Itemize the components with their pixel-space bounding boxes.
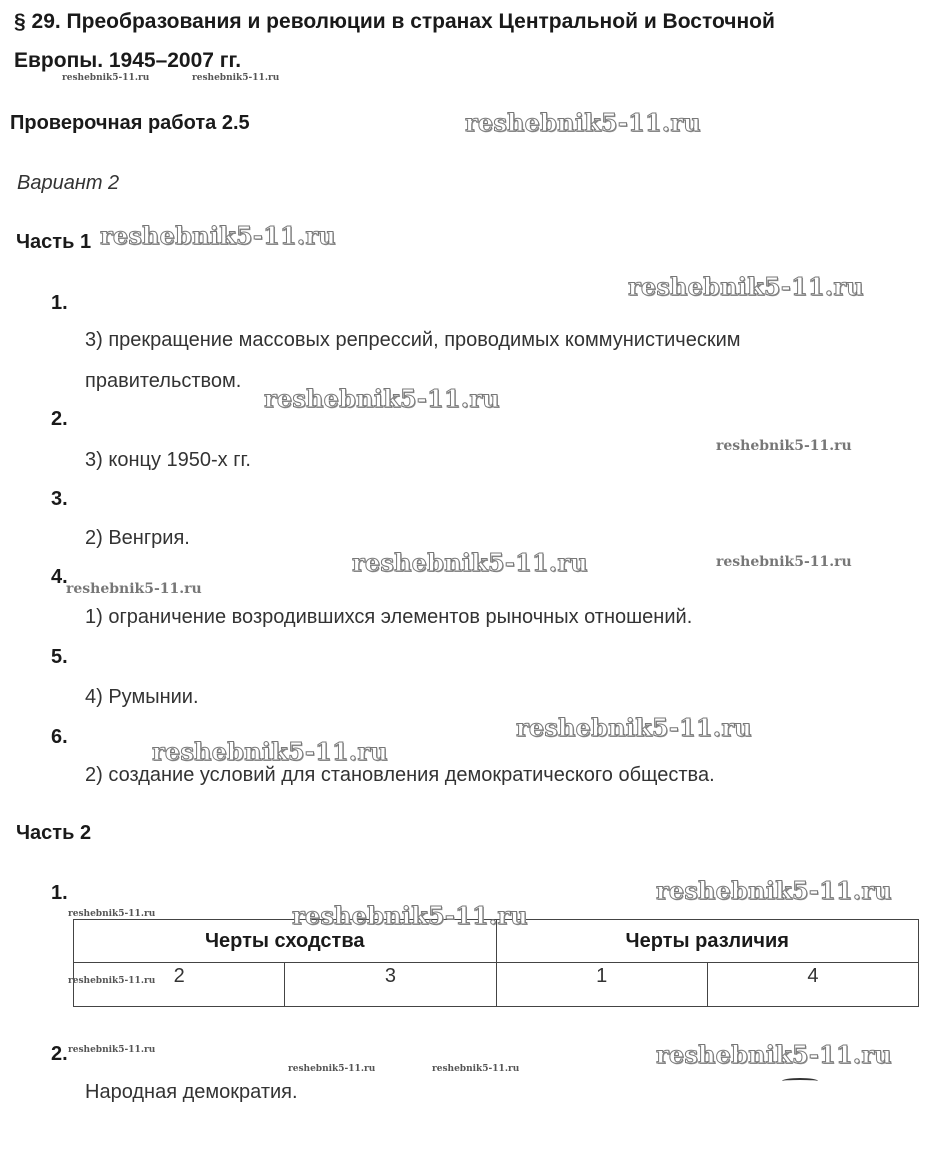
watermark: reshebnik5-11.ru [68, 1045, 156, 1055]
watermark: reshebnik5-11.ru [432, 1064, 520, 1074]
variant-label: Вариант 2 [17, 172, 120, 194]
watermark: reshebnik5-11.ru [68, 909, 156, 919]
table-header-similarities: Черты сходства [74, 920, 497, 963]
watermark: reshebnik5-11.ru [516, 713, 752, 742]
page-title-line1: § 29. Преобразования и революции в странах Центральной и Восточной [14, 10, 775, 33]
watermark: reshebnik5-11.ru [62, 73, 150, 83]
question-number: 1. [51, 292, 68, 314]
question-number: 6. [51, 726, 68, 748]
answer-text: 4) Румынии. [85, 686, 199, 708]
part1-heading: Часть 1 [16, 231, 92, 253]
answer-text: 2) создание условий для становления демократического общества. [85, 764, 715, 786]
question-number: 2. [51, 1043, 68, 1065]
comparison-table [73, 919, 919, 1007]
answer-text: Народная демократия. [85, 1081, 298, 1103]
answer-text: 2) Венгрия. [85, 527, 190, 549]
answer-text: 3) концу 1950-х гг. [85, 449, 251, 471]
table-header-differences: Черты различия [496, 920, 919, 963]
watermark: reshebnik5-11.ru [66, 581, 202, 597]
question-number: 2. [51, 408, 68, 430]
answer-text: правительством. [85, 370, 242, 392]
question-number: 3. [51, 488, 68, 510]
page-title-line2: Европы. 1945–2007 гг. [14, 49, 242, 72]
work-title: Проверочная работа 2.5 [10, 112, 250, 134]
table-cell: 4 [707, 963, 918, 1007]
watermark: reshebnik5-11.ru [628, 272, 864, 301]
question-number: 4. [51, 566, 68, 588]
table-cell: 3 [285, 963, 496, 1007]
watermark: reshebnik5-11.ru [288, 1064, 376, 1074]
table-cell: 2 [74, 963, 285, 1007]
watermark: reshebnik5-11.ru [100, 221, 336, 250]
watermark: reshebnik5-11.ru [264, 384, 500, 413]
watermark: reshebnik5-11.ru [656, 1040, 892, 1069]
answer-text: 3) прекращение массовых репрессий, проводимых коммунистическим [85, 329, 741, 351]
question-number: 5. [51, 646, 68, 668]
table-cell: 1 [496, 963, 707, 1007]
watermark: reshebnik5-11.ru [192, 73, 280, 83]
watermark: reshebnik5-11.ru [68, 976, 156, 986]
watermark: reshebnik5-11.ru [656, 876, 892, 905]
watermark: reshebnik5-11.ru [292, 901, 528, 930]
question-number: 1. [51, 882, 68, 904]
pen-mark [782, 1078, 818, 1084]
answer-text: 1) ограничение возродившихся элементов рыночных отношений. [85, 606, 693, 628]
watermark: reshebnik5-11.ru [465, 108, 701, 137]
watermark: reshebnik5-11.ru [716, 438, 852, 454]
table-row [74, 963, 919, 1007]
part2-heading: Часть 2 [16, 822, 92, 844]
watermark: reshebnik5-11.ru [352, 548, 588, 577]
watermark: reshebnik5-11.ru [152, 737, 388, 766]
watermark: reshebnik5-11.ru [716, 554, 852, 570]
